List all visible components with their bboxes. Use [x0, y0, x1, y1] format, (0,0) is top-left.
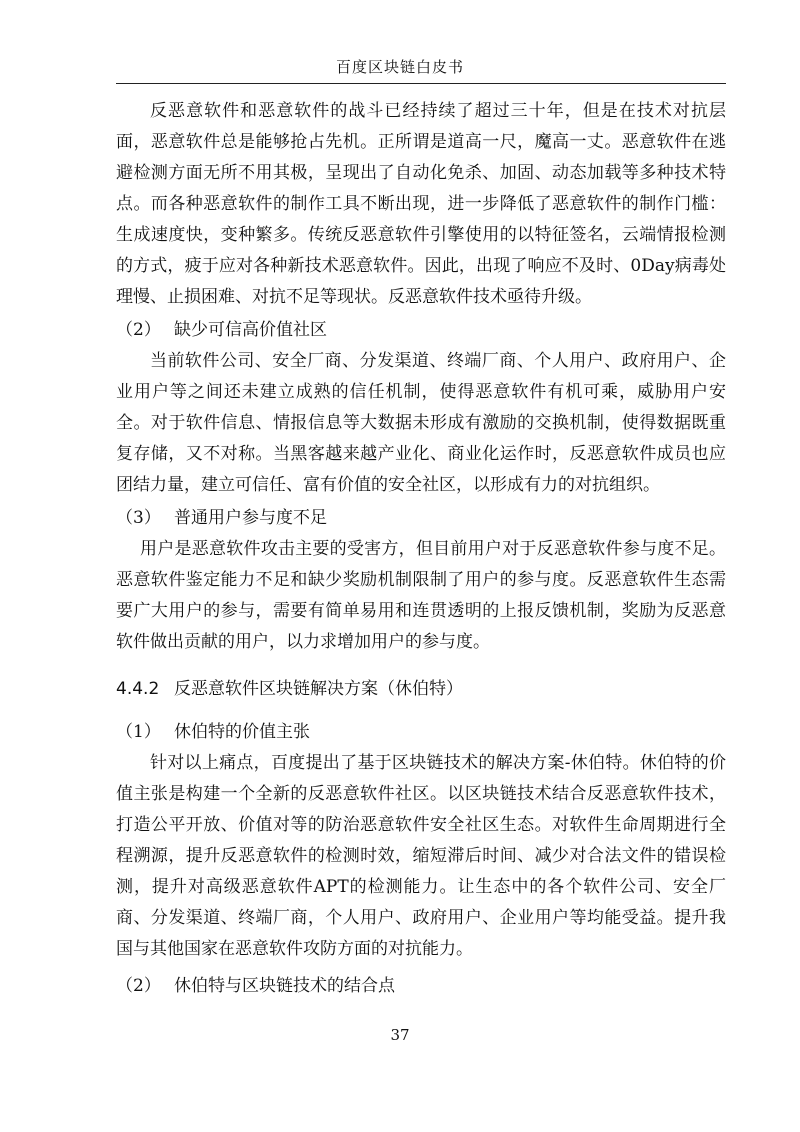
- list-item-2: [116, 315, 726, 346]
- list-item-number: （2）: [116, 976, 161, 996]
- section-title: 反恶意软件区块链解决方案（休伯特）: [174, 679, 463, 699]
- section-heading: [116, 674, 726, 705]
- list-item-title: 休伯特的价值主张: [174, 722, 310, 742]
- list-item-3: [116, 503, 726, 534]
- sub-item-2: [116, 971, 726, 1002]
- paragraph-trusted-community: 当前软件公司、安全厂商、分发渠道、终端厂商、个人用户、政府用户、企业用户等之间还未建立成熟的信任机制，使得恶意软件有机可乘，威胁用户安全。对于软件信息、情报信息等大数据未形成有激励的交换机制，使得数据既重复存储，又不对称。当黑客越来越产业化、商业化运作时，反恶意软件成员也应团结力量，建立可信任、富有价值的安全社区，以形成有力的对抗组织。: [116, 351, 726, 495]
- paragraph-antimalware-history: 反恶意软件和恶意软件的战斗已经持续了超过三十年，但是在技术对抗层面，恶意软件总是能够抢占先机。正所谓是道高一尺，魔高一丈。恶意软件在逃避检测方面无所不用其极，呈现出了自动化免杀、加固、动态加载等多种技术特点。而各种恶意软件的制作工具不断出现，进一步降低了恶意软件的制作门槛：生成速度快，变种繁多。传统反恶意软件引擎使用的以特征签名，云端情报检测的方式，疲于应对各种新技术恶意软件。因此，出现了响应不及时、0Day病毒处理慢、止损困难、对抗不足等现状。反恶意软件技术亟待升级。: [116, 101, 726, 307]
- list-item-number: （2）: [116, 320, 161, 340]
- page-header: 百度区块链白皮书: [335, 58, 464, 76]
- section-number: 4.4.2: [116, 679, 160, 699]
- paragraph-user-participation: 用户是恶意软件攻击主要的受害方，但目前用户对于反恶意软件参与度不足。恶意软件鉴定能力不足和缺少奖励机制限制了用户的参与度。反恶意软件生态需要广大用户的参与，需要有简单易用和连贯透明的上报反馈机制，奖励为反恶意软件做出贡献的用户，以力求增加用户的参与度。: [116, 539, 726, 652]
- sub-item-1: [116, 717, 726, 748]
- list-item-number: （3）: [116, 508, 161, 528]
- paragraph-value-proposition: 针对以上痛点，百度提出了基于区块链技术的解决方案-休伯特。休伯特的价值主张是构建一个全新的反恶意软件社区。以区块链技术结合反恶意软件技术，打造公平开放、价值对等的防治恶意软件安全社区生态。对软件生命周期进行全程溯源，提升反恶意软件的检测时效，缩短滞后时间、减少对合法文件的错误检测，提升对高级恶意软件APT的检测能力。让生态中的各个软件公司、安全厂商、分发渠道、终端厂商，个人用户、政府用户、企业用户等均能受益。提升我国与其他国家在恶意软件攻防方面的对抗能力。: [116, 753, 726, 959]
- list-item-title: 缺少可信高价值社区: [174, 320, 327, 340]
- page-body: [116, 96, 726, 1002]
- list-item-title: 休伯特与区块链技术的结合点: [174, 976, 395, 996]
- page-number: 37: [390, 1026, 410, 1044]
- list-item-number: （1）: [116, 722, 161, 742]
- list-item-title: 普通用户参与度不足: [174, 508, 327, 528]
- header-rule: [116, 83, 726, 84]
